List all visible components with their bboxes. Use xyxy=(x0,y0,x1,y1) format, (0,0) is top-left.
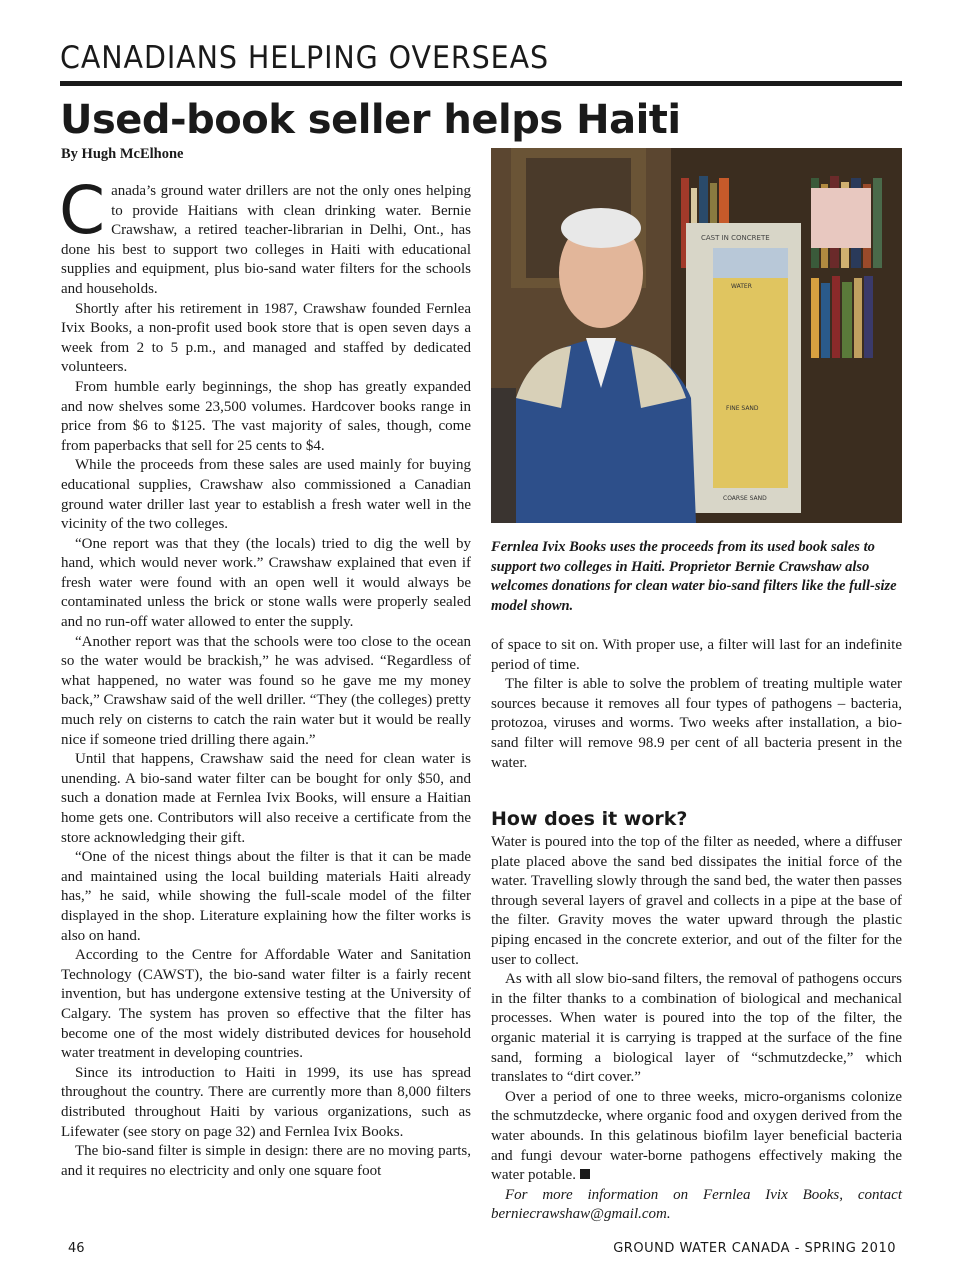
byline: By Hugh McElhone xyxy=(61,146,184,162)
article-photo xyxy=(491,148,902,523)
paragraph: The filter is able to solve the problem of treating multiple water sources because it removes all four types of pathogens – bacteria, protozoa, viruses and worms. Two weeks after installation, a bio-sand filter will remove 98.9 per cent of all bacteria present in the water. xyxy=(491,676,902,771)
filter-label-water: WATER xyxy=(731,283,752,290)
contact-line: For more information on Fernlea Ivix Books, contact berniecrawshaw@gmail.com. xyxy=(491,1186,902,1223)
paragraph: Shortly after his retirement in 1987, Crawshaw founded Fernlea Ivix Books, a non-profit used book store that is open seven days a week from 2 to 5 p.m., and managed and staffed by dedicated volunteers. xyxy=(61,300,471,376)
paragraph: The bio-sand filter is simple in design: there are no moving parts, and it requires no electricity and only one square foot xyxy=(61,1143,471,1179)
filter-label-fine: FINE SAND xyxy=(726,405,759,412)
paragraph: As with all slow bio-sand filters, the removal of pathogens occurs in the filter thanks to a combination of biological and mechanical processes. When water is poured into the top of the filter, the organic material it is carrying is trapped at the surface of the fine sand, forming a biological layer of “schmutzdecke,” which translates to “dirt cover.” xyxy=(491,971,902,1086)
paragraph: Since its introduction to Haiti in 1999, its use has spread throughout the country. There are currently more than 8,000 filters distributed throughout Haiti by various organizations, such as Lifewater (see story on page 32) and Fernlea Ivix Books. xyxy=(61,1064,471,1140)
paragraph: “One of the nicest things about the filter is that it can be made and maintained using the local building materials Haiti already has,” he said, while showing the full-scale model of the filter displayed in the shop. Literature explaining how the filter works is also on hand. xyxy=(61,849,471,944)
paragraph: “One report was that they (the locals) tried to dig the well by hand, which would never work.” Crawshaw explained that even if fresh water were found with an open well it would always be contaminated unless the brick or stone walls were properly sealed and no run-off water allowed to enter the supply. xyxy=(61,535,471,631)
left-column xyxy=(59,172,471,1181)
photo-illustration xyxy=(491,148,902,523)
paragraph: Water is poured into the top of the filter as needed, where a diffuser plate placed above the sand bed dissipates the initial force of the water. Travelling slowly through the sand bed, the water then passes through several layers of gravel and collects in a pipe at the base of the filter. Gravity moves the water upward through the plastic piping encased in the concrete exterior, and out of the filter for the user to collect. xyxy=(491,834,902,968)
paragraph: “Another report was that the schools were too close to the ocean so the water would be brackish,” he was advised. “Regardless of what happened, no water was found so he gave me my money back,” Crawshaw said of the well driller. “They (the colleges) pretty much rely on cisterns to catch the rain water but it would be really nice if someone tried drilling there again.” xyxy=(61,633,471,748)
paragraph: of space to sit on. With proper use, a filter will last for an indefinite period of time. xyxy=(491,637,902,673)
magazine-footer: GROUND WATER CANADA - SPRING 2010 xyxy=(613,1241,896,1256)
subheading: How does it work? xyxy=(491,808,688,830)
photo-caption: Fernlea Ivix Books uses the proceeds from its used book sales to support two colleges in Haiti. Proprietor Bernie Crawshaw also welcomes donations for clean water bio-sand filters like the full-size model shown. xyxy=(491,539,897,614)
paragraph: While the proceeds from these sales are used mainly for buying educational supplies, Crawshaw also commissioned a Canadian ground water driller last year to establish a fresh water well in the vicinity of the two colleges. xyxy=(61,457,471,533)
drop-cap: C xyxy=(59,172,106,249)
filter-label-top: CAST IN CONCRETE xyxy=(701,234,770,242)
right-column-bottom xyxy=(491,833,902,1225)
paragraph-text: Over a period of one to three weeks, micro-organisms colonize the schmutzdecke, where organic food and oxygen derived from the water abounds. In this gelatinous biofilm layer beneficial bacteria and fungi devour water-borne pathogens effectively making the water potable. xyxy=(491,1088,902,1184)
section-title: CANADIANS HELPING OVERSEAS xyxy=(60,40,550,76)
end-mark-icon xyxy=(580,1169,590,1179)
paragraph-text: anada’s ground water drillers are not the only ones helping to provide Haitians with clean drinking water. Bernie Crawshaw, a retired teacher-librarian in Delhi, Ont., has done his best to support two colleges in Haiti with educational supplies and equipment, plus bio-sand water filters for the schools and households. xyxy=(61,183,471,297)
article-headline: Used-book seller helps Haiti xyxy=(60,97,681,143)
paragraph xyxy=(491,1088,902,1186)
right-column-top xyxy=(491,636,902,773)
paragraph xyxy=(59,172,471,300)
section-header xyxy=(60,38,902,86)
filter-label-coarse: COARSE SAND xyxy=(723,495,767,502)
page-number: 46 xyxy=(68,1241,85,1256)
paragraph: According to the Centre for Affordable Water and Sanitation Technology (CAWST), the bio-sand water filter is a fairly recent invention, but has undergone extensive testing at the University of Calgary. The system has proven so effective that the filter has become one of the most widely distributed devices for household water treatment in developing countries. xyxy=(61,947,471,1062)
paragraph: From humble early beginnings, the shop has greatly expanded and now shelves some 23,500 volumes. Hardcover books range in price from $6 to $125. The vast majority of sales, though, come from paperbacks that sell for 25 cents to $4. xyxy=(61,378,471,454)
paragraph: Until that happens, Crawshaw said the need for clean water is unending. A bio-sand water filter can be bought for only $50, and such a donation made at Fernlea Ivix Books, will ensure a Haitian home gets one. Contributors will also receive a certificate from the store acknowledging their gift. xyxy=(61,751,471,846)
